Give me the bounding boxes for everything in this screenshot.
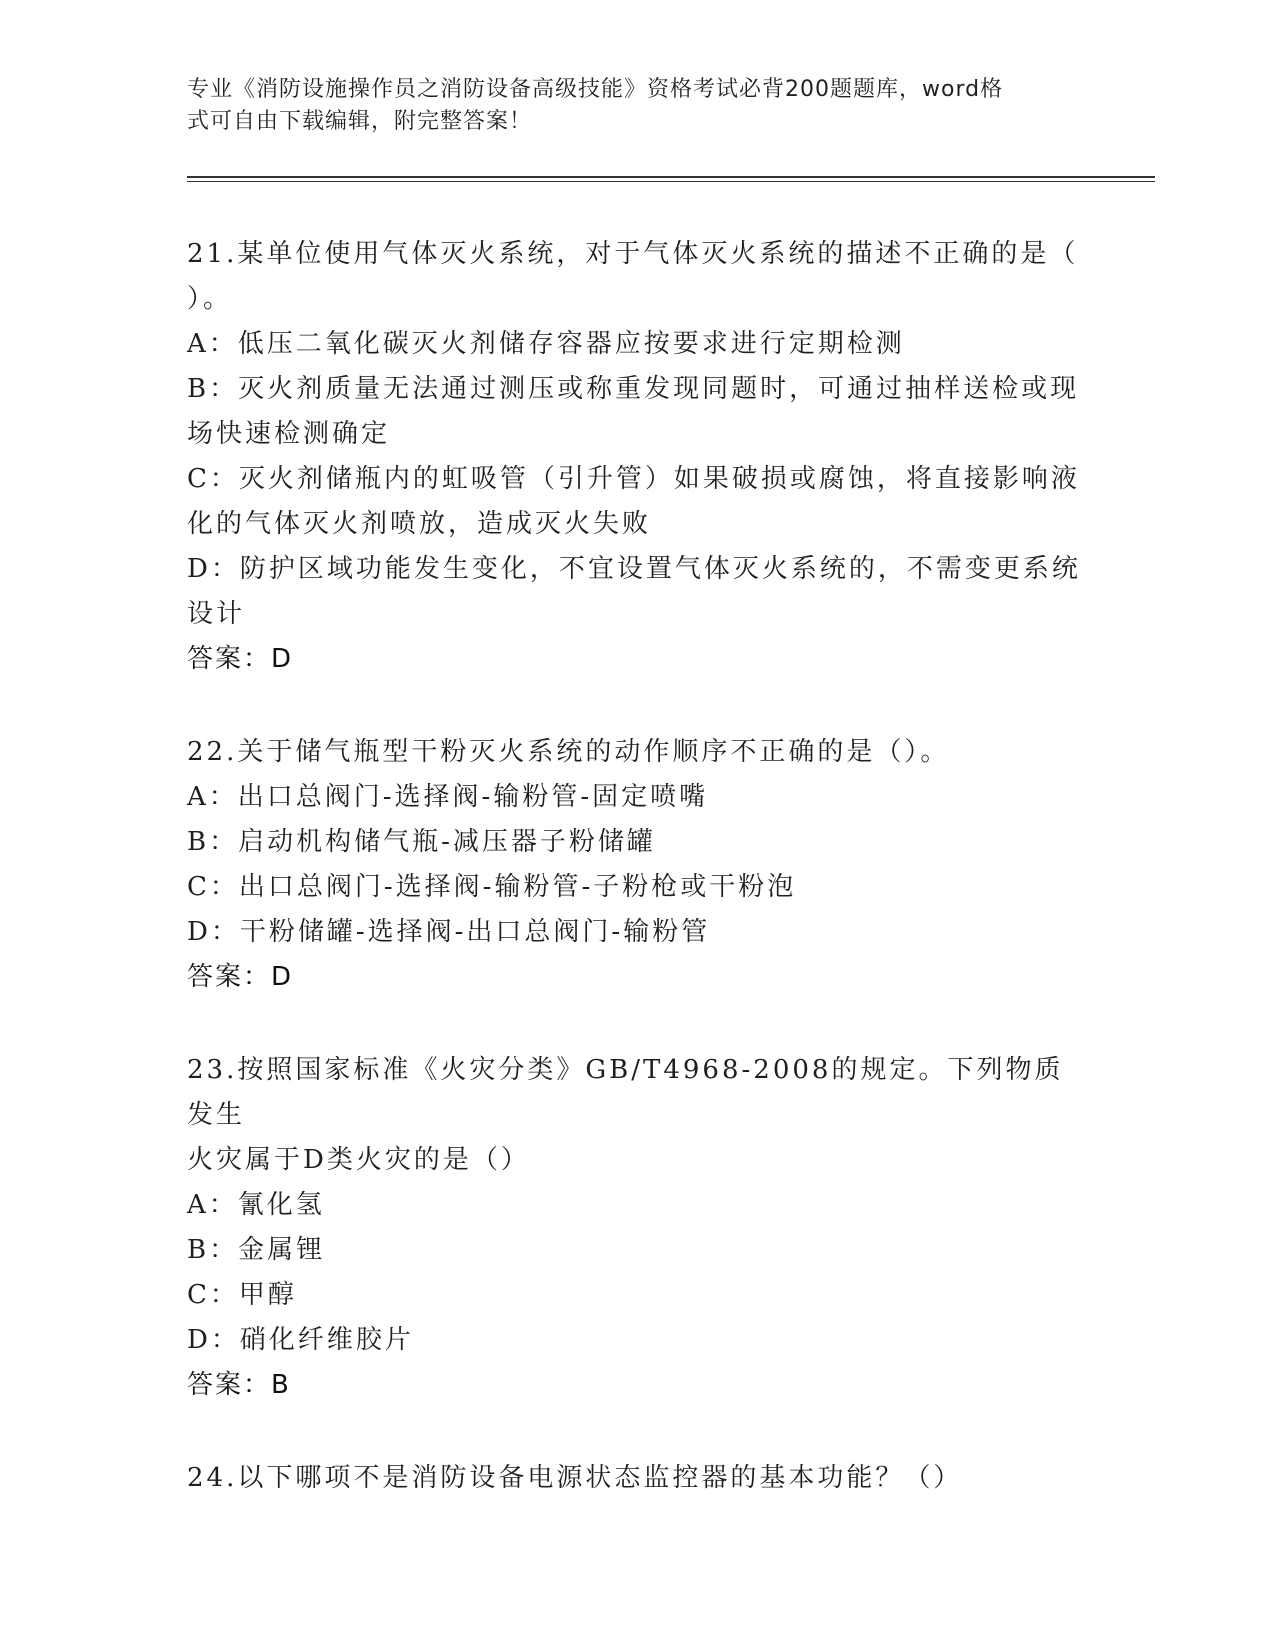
header-line-2: 式可自由下载编辑，附完整答案！ [187, 109, 533, 134]
answer-label: 答案：D [187, 644, 294, 674]
question-stem: 22.关于储气瓶型干粉灭火系统的动作顺序不正确的是（）。 [187, 737, 950, 767]
option-line: B：灭火剂质量无法通过测压或称重发现同题时，可通过抽样送检或现 [187, 374, 1080, 404]
option-line: A：低压二氧化碳灭火剂储存容器应按要求进行定期检测 [187, 329, 905, 359]
option-line: B：金属锂 [187, 1235, 326, 1265]
option-line: D：硝化纤维胶片 [187, 1325, 414, 1355]
question-23 [187, 1048, 1087, 1408]
header-line-1: 专业《消防设施操作员之消防设备高级技能》资格考试必背200题题库，word格 [187, 77, 1004, 102]
question-21 [187, 232, 1087, 682]
question-stem: 21.某单位使用气体灭火系统，对于气体灭火系统的描述不正确的是（ [187, 239, 1079, 269]
option-line: 设计 [187, 599, 246, 629]
answer-label: 答案：D [187, 962, 294, 992]
option-line: A：出口总阀门-选择阀-输粉管-固定喷嘴 [187, 782, 709, 812]
question-list [187, 232, 1087, 1549]
header-divider-thin [187, 181, 1155, 182]
header-divider-thick [187, 176, 1155, 178]
answer-label: 答案：B [187, 1370, 291, 1400]
question-stem: 23.按照国家标准《火灾分类》GB/T4968-2008的规定。下列物质发生 [187, 1055, 1064, 1130]
option-line: D：干粉储罐-选择阀-出口总阀门-输粉管 [187, 917, 711, 947]
option-line: C：灭火剂储瓶内的虹吸管（引升管）如果破损或腐蚀，将直接影响液 [187, 464, 1080, 494]
option-line: C：甲醇 [187, 1280, 297, 1310]
option-line: 场快速检测确定 [187, 419, 391, 449]
option-line: C：出口总阀门-选择阀-输粉管-子粉枪或干粉泡 [187, 872, 797, 902]
document-header [187, 74, 1067, 138]
option-line: B：启动机构储气瓶-减压器子粉储罐 [187, 827, 656, 857]
question-stem: 火灾属于D类火灾的是（） [187, 1145, 530, 1175]
option-line: A：氰化氢 [187, 1190, 325, 1220]
option-line: 化的气体灭火剂喷放，造成灭火失败 [187, 509, 652, 539]
question-stem: ）。 [187, 284, 233, 314]
question-24 [187, 1456, 1087, 1501]
question-22 [187, 730, 1087, 1000]
option-line: D：防护区域功能发生变化，不宜设置气体灭火系统的，不需变更系统 [187, 554, 1081, 584]
question-stem: 24.以下哪项不是消防设备电源状态监控器的基本功能？（） [187, 1463, 963, 1493]
